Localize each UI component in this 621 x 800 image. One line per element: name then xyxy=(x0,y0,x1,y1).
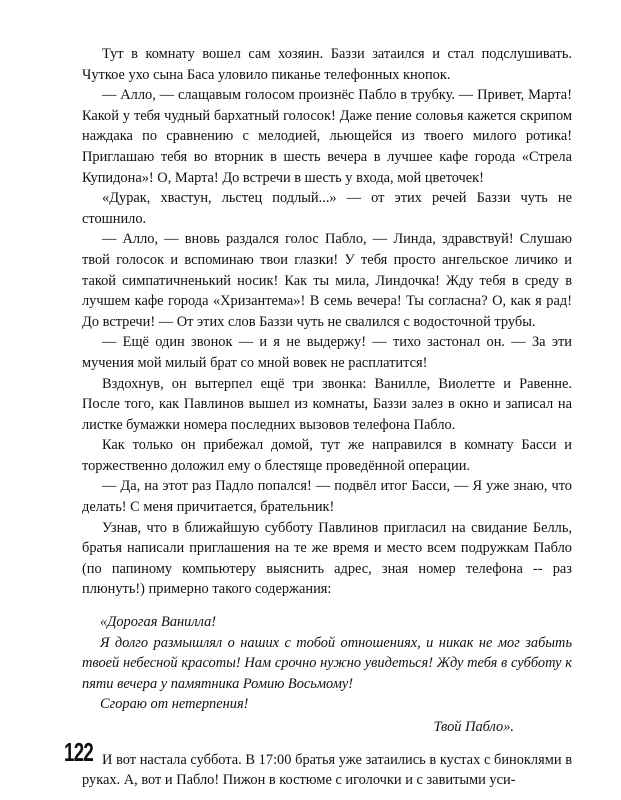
paragraph-2: — Алло, — слащавым голосом произнёс Пабло в трубку. — Привет, Марта! Какой у тебя чудный бархатный голосок! Даже пение соловья кажется скрипом наждака по сравнению с мелодией, льющейся из твоего милого ротика! Приглашаю тебя во вторник в шесть вечера в лучшее кафе города «Стрела Купидона»! О, Марта! До встречи в шесть у входа, мой цветочек! xyxy=(82,87,572,186)
paragraph-3: «Дурак, хвастун, льстец подлый...» — от этих речей Баззи чуть не стошнило. xyxy=(82,190,572,227)
paragraph-1: Тут в комнату вошел сам хозяин. Баззи затаился и стал подслушивать. Чуткое ухо сына Баса уловило пиканье телефонных кнопок. xyxy=(82,46,572,83)
paragraph-6: Вздохнув, он вытерпел ещё три звонка: Ванилле, Виолетте и Равенне. После того, как Павлинов вышел из комнаты, Баззи залез в окно и записал на листке бумажки номера последних вызовов телефона Пабло. xyxy=(82,375,572,433)
page-body xyxy=(82,44,572,791)
letter-signature: Твой Пабло». xyxy=(433,719,514,735)
letter-block xyxy=(82,612,572,738)
letter-greeting: «Дорогая Ванилла! xyxy=(100,614,217,631)
paragraph-7: Как только он прибежал домой, тут же направился в комнату Басси и торжественно доложил ему о блестяще проведённой операции. xyxy=(82,437,572,474)
paragraph-final: И вот настала суббота. В 17:00 братья уже затаились в кустах с биноклями в руках. А, вот и Пабло! Пижон в костюме с иголочки и с завитыми уси- xyxy=(82,751,572,789)
letter-closing: Сгораю от нетерпения! xyxy=(100,696,249,713)
letter-body: Я долго размышлял о наших с тобой отношениях, и никак не мог забыть твоей небесной красоты! Нам срочно нужно увидеться! Жду тебя в субботу к пяти вечера у памятника Ромию Восьмому! xyxy=(82,634,572,692)
paragraph-9: Узнав, что в ближайшую субботу Павлинов пригласил на свидание Белль, братья написали приглашения на те же время и место всем подружкам Пабло (по папиному компьютеру выяснить адрес, зная номер телефона -- раз плюнуть!) примерно такого содержания: xyxy=(82,519,572,598)
page-number: 122 xyxy=(64,737,94,767)
paragraph-8: — Да, на этот раз Падло попался! — подвёл итог Басси, — Я уже знаю, что делать! С меня причитается, брательник! xyxy=(82,478,572,516)
paragraph-4: — Алло, — вновь раздался голос Пабло, — Линда, здравствуй! Слушаю твой голосок и вспоминаю твои глазки! У тебя просто ангельское личико и такой симпатичненький носик! Как ты мила, Линдочка! Жду тебя в среду в лучшем кафе города «Хризантема»! В семь вечера! Ты согласна? О, как я рад! До встречи! — От этих слов Баззи чуть не свалился с водосточной трубы. xyxy=(82,231,572,330)
paragraph-5: — Ещё один звонок — и я не выдержу! — тихо застонал он. — За эти мучения мой милый брат со мной вовек не расплатится! xyxy=(82,334,572,371)
